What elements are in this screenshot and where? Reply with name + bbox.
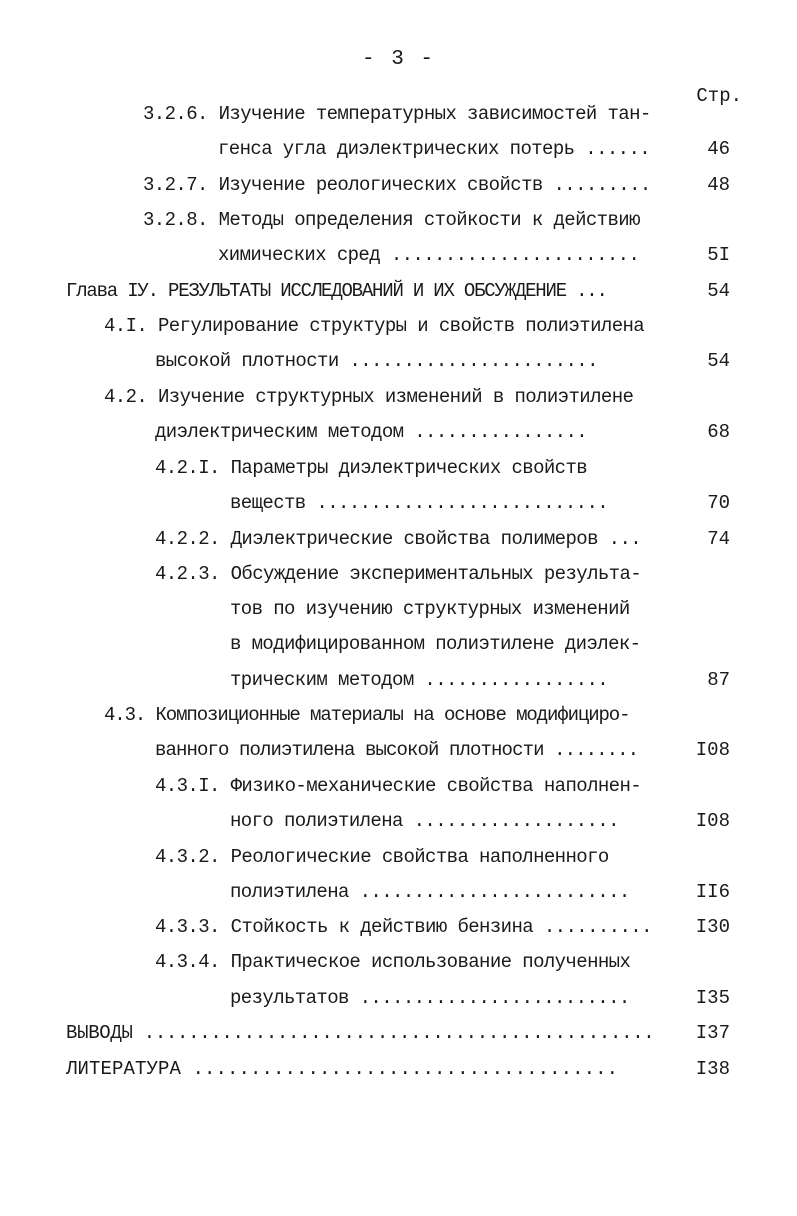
toc-literature-page: I38	[695, 1058, 730, 1080]
page-number: - 3 -	[361, 48, 435, 71]
toc-entry-4-1-page: 54	[707, 350, 730, 372]
toc-entry-4-3-2-line-2: полиэтилена .........................	[230, 881, 630, 903]
toc-entry-3-2-8-line-1: 3.2.8. Методы определения стойкости к действию	[143, 209, 640, 231]
toc-entry-4-3-page: I08	[695, 739, 730, 761]
toc-entry-4-2-line-1: 4.2. Изучение структурных изменений в полиэтилене	[104, 386, 634, 408]
toc-chapter-4: Глава IУ. РЕЗУЛЬТАТЫ ИССЛЕДОВАНИЙ И ИХ ОБСУЖДЕНИЕ ...	[66, 280, 607, 302]
toc-entry-4-3-3-page: I30	[695, 916, 730, 938]
toc-conclusions: ВЫВОДЫ ..............................................	[66, 1022, 655, 1044]
toc-entry-3-2-7-page: 48	[707, 174, 730, 196]
toc-entry-3-2-8-page: 5I	[707, 244, 730, 266]
toc-entry-4-2-3-page: 87	[707, 669, 730, 691]
toc-entry-4-3-3: 4.3.3. Стойкость к действию бензина ..........	[155, 916, 652, 938]
toc-entry-4-3-4-page: I35	[695, 987, 730, 1009]
toc-entry-4-3-4-line-1: 4.3.4. Практическое использование полученных	[155, 951, 631, 973]
toc-entry-4-2-1-line-2: веществ ...........................	[230, 492, 609, 514]
toc-entry-4-3-1-page: I08	[695, 810, 730, 832]
toc-entry-3-2-8-line-2: химических сред .......................	[218, 244, 640, 266]
toc-entry-4-3-line-1: 4.3. Композиционные материалы на основе модифициро-	[104, 704, 630, 726]
toc-entry-4-2-2-page: 74	[707, 528, 730, 550]
toc-entry-4-3-1-line-2: ного полиэтилена ...................	[230, 810, 619, 832]
toc-entry-4-2-3-line-1: 4.2.3. Обсуждение экспериментальных результа-	[155, 563, 642, 585]
toc-entry-4-2-page: 68	[707, 421, 730, 443]
toc-entry-4-1-line-2: высокой плотности .......................	[155, 350, 598, 372]
toc-entry-4-3-2-page: II6	[695, 881, 730, 903]
page-column-header: Стр.	[696, 85, 742, 107]
toc-entry-4-3-4-line-2: результатов .........................	[230, 987, 630, 1009]
toc-entry-3-2-6-page: 46	[707, 138, 730, 160]
toc-chapter-4-page: 54	[707, 280, 730, 302]
toc-entry-4-2-3-line-2: тов по изучению структурных изменений	[230, 598, 630, 620]
toc-entry-4-3-1-line-1: 4.3.I. Физико-механические свойства наполнен-	[155, 775, 642, 797]
toc-entry-4-3-2-line-1: 4.3.2. Реологические свойства наполненного	[155, 846, 609, 868]
toc-entry-3-2-7: 3.2.7. Изучение реологических свойств .........	[143, 174, 651, 196]
toc-entry-3-2-6-line-2: генса угла диэлектрических потерь ......	[218, 138, 651, 160]
toc-entry-3-2-6-line-1: 3.2.6. Изучение температурных зависимостей тан-	[143, 103, 651, 125]
toc-entry-4-2-1-page: 70	[707, 492, 730, 514]
toc-entry-4-2-line-2: диэлектрическим методом ................	[155, 421, 588, 443]
toc-conclusions-page: I37	[695, 1022, 730, 1044]
toc-entry-4-2-3-line-4: трическим методом .................	[230, 669, 609, 691]
toc-entry-4-3-line-2: ванного полиэтилена высокой плотности ........	[155, 739, 639, 761]
toc-entry-4-2-2: 4.2.2. Диэлектрические свойства полимеров ...	[155, 528, 642, 550]
toc-entry-4-1-line-1: 4.I. Регулирование структуры и свойств полиэтилена	[104, 315, 645, 337]
toc-entry-4-2-1-line-1: 4.2.I. Параметры диэлектрических свойств	[155, 457, 588, 479]
toc-entry-4-2-3-line-3: в модифицированном полиэтилене диэлек-	[230, 633, 641, 655]
toc-literature: ЛИТЕРАТУРА .....................................	[66, 1058, 619, 1080]
